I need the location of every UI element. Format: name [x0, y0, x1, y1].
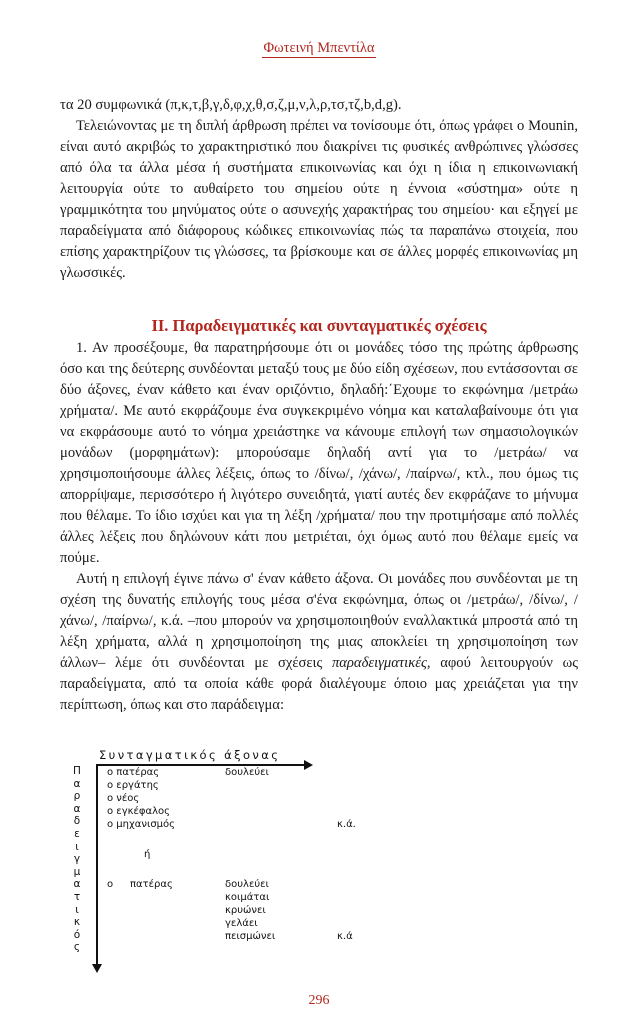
upper-subject: ο εγκέφαλος: [107, 806, 171, 817]
vertical-letter: κ: [73, 916, 81, 929]
section-title: ΙΙ. Παραδειγματικές και συνταγματικές σχέσεις: [151, 316, 487, 335]
upper-subject: ο μηχανισμός: [107, 819, 176, 830]
vertical-letter: ό: [73, 928, 81, 941]
upper-etc: κ.ά.: [337, 819, 356, 830]
horizontal-arrow-icon: [304, 760, 313, 770]
lower-subject: πατέρας: [130, 879, 173, 890]
paragraph-double-articulation: Τελειώνοντας με τη διπλή άρθρωση πρέπει να τονίσουμε ότι, όπως γράφει ο Mounin, είναι αυτό ακριβώς το χαρακτηριστικό που διακρίνει τις φυσικές ανθρώπινες γλώσσες από όλα τα άλλα μέσα ή συστήματα επικοινωνίας και όχι η ίδια η επικοινωνιακή λειτουργία ούτε το αυθαίρετο του σημείου ούτε η έννοια «σύστημα» ούτε η γραμμικότητα του μηνύματος ούτε ο ασυνεχής χαρακτήρας του σημείου· και εξηγεί με παραδείγματα από διάφορους κώδικες επικοινωνίας πώς τα παραπάνω στοιχεία, που επίσης χαρακτηρίζουν τις γλώσσες, τα βρίσκουμε και σε άλλες μορφές επικοινωνίας μη γλωσσικές.: [60, 118, 578, 281]
horizontal-axis-line: [97, 764, 305, 766]
lower-verb: δουλεύει: [225, 879, 269, 890]
paragraph-2-italic: παραδειγματικές: [331, 655, 427, 671]
lower-verb: γελάει: [225, 918, 258, 929]
horizontal-axis-label: Συνταγματικός άξονας: [99, 748, 281, 762]
lower-verb: κοιμάται: [225, 892, 270, 903]
paragraph-2-end: , αφού λειτουργούν ως παραδείγματα, από τα οποία κάθε φορά διαλέγουμε όποιο μας χρειάζεται για την περίπτωση, όπως και στο παράδειγμα:: [60, 655, 578, 713]
page-number: 296: [308, 993, 330, 1008]
paragraph-2-start: Αυτή η επιλογή έγινε πάνω σ' έναν κάθετο άξονα. Οι μονάδες που συνδέονται με τη σχέση της δυνατής επιλογής τους μέσα σ'ένα εκφώνημα, όπως οι /μετράω/, /δίνω/, /χάνω/, /παίρνω/, κ.ά. –που μπορούν να χρησιμοποιηθούν εναλλακτικά μπροστά από τη λέξη χρήματα, αλλά η χρησιμοποίηση της μιας αποκλείει τη χρησιμοποίηση των άλλων– λέμε ότι συνδέονται με σχέσεις: [60, 571, 578, 671]
or-word: ή: [144, 849, 151, 860]
top-text-block: [60, 95, 578, 284]
paragraph-continuation: τα 20 συμφωνικά (π,κ,τ,β,γ,δ,φ,χ,θ,σ,ζ,μ,ν,λ,ρ,τσ,τζ,b,d,g).: [60, 97, 402, 113]
paragraph-2: [60, 569, 578, 716]
vertical-letter: ρ: [73, 790, 81, 803]
vertical-axis-line: [96, 764, 98, 966]
upper-verb: δουλεύει: [225, 767, 269, 778]
axes-diagram: [60, 748, 580, 980]
vertical-letter: τ: [73, 890, 81, 903]
vertical-letter: γ: [73, 853, 81, 866]
lower-verb: πεισμώνει: [225, 931, 276, 942]
vertical-letter: μ: [73, 865, 81, 878]
section-text-block: [60, 338, 578, 716]
paragraph-1: 1. Αν προσέξουμε, θα παρατηρήσουμε ότι οι μονάδες τόσο της πρώτης άρθρωσης όσο και της δεύτερης συνδέονται μεταξύ τους με δύο είδη σχέσεων, που εντάσσονται σε δύο άξονες, έναν κάθετο και έναν οριζόντιο, δηλαδή:΄Εχουμε το εκφώνημα /μετράω χρήματα/. Με αυτό εκφράζουμε ένα συγκεκριμένο νόημα και καταλαβαίνουμε ότι για να εκφράσουμε αυτό το νόημα χρειάστηκε να κάνουμε επιλογή των σημασιολογικών μονάδων (μορφημάτων): μπορούσαμε δηλαδή αντί για το /μετράω/ να χρησιμοποιήσουμε άλλες λέξεις, όπως το /δίνω/, /χάνω/, /παίρνω/, κτλ., που όμως τις απορρίψαμε, περισσότερο ή λιγότερο συνειδητά, γιατί αυτές δεν εκφράζανε το μήνυμα που θέλαμε. Το ίδιο ισχύει και για τη λέξη /χρήματα/ που την προτιμήσαμε από πολλές άλλες λέξεις που δηλώνουν κάτι που μετριέται, όχι όμως αυτό που θέλαμε εμείς να πούμε.: [60, 340, 578, 566]
vertical-letter: ς: [73, 941, 81, 954]
running-head-author: Φωτεινή Μπεντίλα: [263, 40, 375, 56]
vertical-letter: Π: [73, 765, 81, 777]
running-head: [0, 40, 638, 57]
vertical-letter: ι: [75, 903, 79, 916]
upper-subject: ο εργάτης: [107, 780, 159, 791]
vertical-axis-label: [70, 765, 84, 954]
vertical-letter: α: [73, 802, 81, 815]
vertical-letter: α: [73, 777, 81, 790]
lower-etc: κ.ά: [337, 931, 353, 942]
lower-verb: κρυώνει: [225, 905, 266, 916]
vertical-arrow-icon: [92, 964, 102, 973]
upper-subject: ο πατέρας: [107, 767, 160, 778]
upper-subject: ο νέος: [107, 793, 140, 804]
lower-article: ο: [107, 879, 114, 890]
vertical-letter: α: [73, 878, 81, 891]
vertical-letter: ε: [74, 827, 80, 840]
vertical-letter: ι: [75, 840, 79, 853]
vertical-letter: δ: [73, 815, 81, 828]
